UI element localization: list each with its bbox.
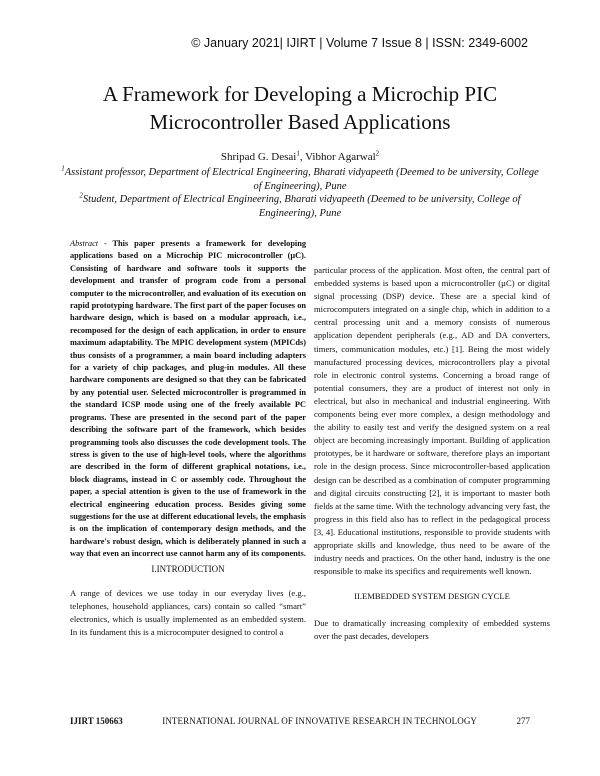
body-paragraph: particular process of the application. Most often, the central part of embedded systems is based upon a microcontroller (µC) or digital signal processing (DSP) device. These are a special kind of microcomputers integrated on a single chip, which in addition to a central processing unit and a memory consists of numerous application dependent peripherals (e.g., AD and DA converters, timers, communication modules, etc.) [1]. Being the most widely manufactured processing devices, microcontrollers play a pivotal role in electronic control systems. Concerning a broad range of potential consumers, they are a product of interest not only in electrical, but also in mechanical and industrial engineering. With components being ever more complex, a design methodology and the ability to easily test and verify the designed system on a real object are becoming increasingly important. Building of application prototypes, be it hardware or software, therefore plays an important role in the design process. Since microcontroller-based application design can be described as a combination of computer programming and digital circuits constructing [2], it is important to master both fields at the same time. With the technology advancing very fast, the progress in this field also has to reflect in the pedagogical process [3, 4]. Educational institutions, responsible to provide students with appropriate skills and knowledge, thus need to be aware of the industry needs and practices. On the other hand, industry is the one responsible to make its specifics and requirements well known. xyxy=(314,265,550,577)
affiliation xyxy=(60,166,540,194)
abstract-label: Abstract - xyxy=(70,239,107,248)
author-separator: , xyxy=(299,151,306,163)
author-superscript: 1 xyxy=(296,149,300,158)
author-line xyxy=(40,150,560,165)
author-name: Vibhor Agarwal xyxy=(305,151,376,163)
page-number: 277 xyxy=(516,716,530,726)
author-superscript: 2 xyxy=(375,149,380,158)
paper-id: IJIRT 150663 xyxy=(70,716,123,726)
author-name: Shripad G. Desai xyxy=(220,151,297,163)
affiliation-text: Assistant professor, Department of Electrical Engineering, Bharati vidyapeeth (Deemed to be university, College of Engineering), Pune xyxy=(64,167,539,192)
abstract-text: This paper presents a framework for developing applications based on a Microchip PIC microcontroller (µC). Consisting of hardware and software tools it supports the development and transfer of program code from a personal computer to the microcontroller, and evaluation of its execution on rapid prototyping hardware. The first part of the paper focuses on hardware design, which is based on a modular approach, i.e., recomposed for the design of each application, in order to ensure maximum adaptability. The MPIC development system (MPICds) thus consists of a programmer, a main board including adapters for a variety of chip packages, and plug-in modules. All these hardware components are designed so that they can be fabricated by any potential user. Selected microcontroller is programmed in the standard ICSP mode using one of the freely available PC programs. These are presented in the second part of the paper describing the software part of the framework, which besides programming tools also discusses the code development tools. The stress is given to the use of high-level tools, where the algorithms are described in the form of different graphical notations, i.e., block diagrams, instead in C or assembly code. Throughout the paper, a special attention is given to the use of framework in the electrical engineering education process. Besides giving some suggestions for the use at different educational levels, the emphasis is on the implication of contemporary design methods, and the hardware's robust design, which is deliberately planned in such a way that even an incorrect use cannot harm any of its components. xyxy=(70,239,306,559)
journal-name: INTERNATIONAL JOURNAL OF INNOVATIVE RESEARCH IN TECHNOLOGY xyxy=(162,716,478,726)
section-heading-introduction: I.INTRODUCTION xyxy=(151,563,225,574)
left-column xyxy=(70,238,306,639)
section-heading-design-cycle: II.EMBEDDED SYSTEM DESIGN CYCLE xyxy=(354,591,510,602)
introduction-text: A range of devices we use today in our everyday lives (e.g., telephones, household appliances, cars) contain so called “smart” electronics, which is usually implemented as an embedded system. In its fundament this is a microcomputer designed to control a xyxy=(70,587,306,638)
affiliation-text: Student, Department of Electrical Engineering, Bharati vidyapeeth (Deemed to be university, College of Engineering), Pune xyxy=(82,194,521,219)
paper-title: A Framework for Developing a Microchip PIC Microcontroller Based Applications xyxy=(102,82,498,134)
affiliation-superscript: 2 xyxy=(79,191,83,200)
right-column xyxy=(314,264,550,644)
page-footer xyxy=(70,716,530,726)
affiliation xyxy=(60,193,540,221)
affiliation-superscript: 1 xyxy=(61,164,65,173)
body-paragraph: Due to dramatically increasing complexity of embedded systems over the past decades, developers xyxy=(314,618,550,642)
journal-header: © January 2021| IJIRT | Volume 7 Issue 8 | ISSN: 2349-6002 xyxy=(191,36,528,50)
abstract xyxy=(70,238,306,561)
